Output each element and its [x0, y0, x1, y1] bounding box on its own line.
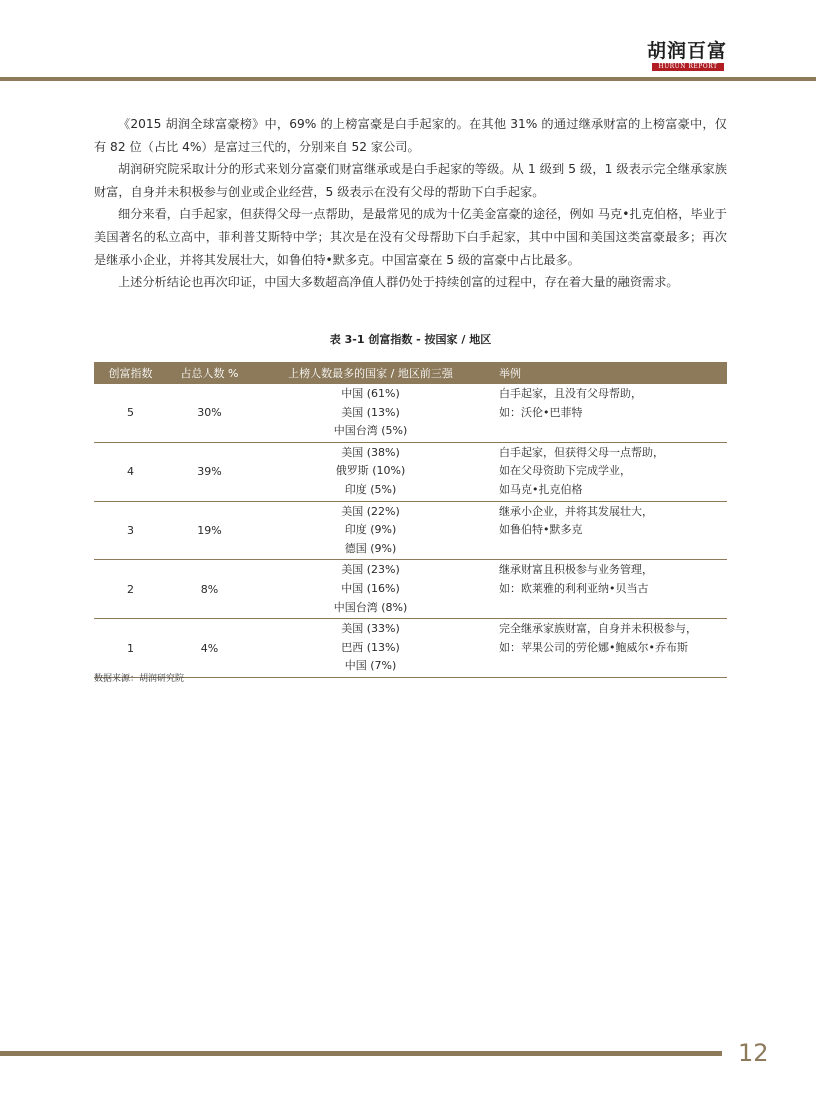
example-line: 如：欧莱雅的利利亚纳•贝当古: [499, 581, 649, 595]
country-line: 美国 (38%): [341, 445, 400, 459]
country-line: 德国 (9%): [344, 541, 397, 555]
country-line: 美国 (23%): [341, 563, 400, 577]
cell-example: [489, 384, 727, 442]
header-rule: [0, 77, 816, 81]
cell-index: 4: [94, 442, 167, 501]
table-row: [94, 501, 727, 560]
cell-index: 3: [94, 501, 167, 560]
example-line: 继承小企业，并将其发展壮大，: [499, 504, 653, 518]
hurun-logo: [646, 40, 728, 72]
cell-example: [489, 501, 727, 560]
country-line: 印度 (5%): [344, 482, 397, 496]
cell-percent: 39%: [167, 442, 252, 501]
source-note: 数据来源：胡润研究院: [94, 674, 185, 684]
header-index: 创富指数: [94, 362, 167, 384]
header-example: 举例: [489, 362, 727, 384]
paragraph: 《2015 胡润全球富豪榜》中，69% 的上榜富豪是白手起家的。在其他 31% 的通过继承财富的上榜富豪中，仅有 82 位（占比 4%）是富过三代的，分别来自 52 家公司。: [94, 117, 727, 154]
cell-percent: 8%: [167, 560, 252, 619]
country-line: 印度 (9%): [344, 523, 397, 537]
example-line: 如：沃伦•巴菲特: [499, 405, 583, 419]
country-line: 巴西 (13%): [341, 640, 400, 654]
cell-countries: [252, 501, 489, 560]
header-percent: 占总人数 %: [167, 362, 252, 384]
example-line: 如在父母资助下完成学业，: [499, 464, 631, 478]
example-line: 完全继承家族财富，自身并未积极参与，: [499, 622, 697, 636]
cell-percent: 30%: [167, 384, 252, 442]
paragraph: 细分来看，白手起家，但获得父母一点帮助，是最常见的成为十亿美金富豪的途径，例如 马克•扎克伯格，毕业于美国著名的私立高中，菲利普艾斯特中学；其次是在没有父母帮助下白手起家，其中中国和美国这类富豪最多；再次是继承小企业，并将其发展壮大，如鲁伯特•默多克。中国富豪在 5 级的富豪中占比最多。: [94, 207, 727, 267]
cell-percent: 19%: [167, 501, 252, 560]
cell-example: [489, 619, 727, 678]
example-line: 白手起家，但获得父母一点帮助，: [499, 445, 664, 459]
country-line: 中国 (61%): [341, 387, 400, 400]
cell-countries: [252, 560, 489, 619]
cell-example: [489, 442, 727, 501]
footer-rule: [0, 1051, 722, 1056]
country-line: 中国台湾 (8%): [333, 600, 408, 614]
table-row: [94, 442, 727, 501]
example-line: 如鲁伯特•默多克: [499, 523, 583, 537]
cell-countries: [252, 619, 489, 678]
paragraph: 上述分析结论也再次印证，中国大多数超高净值人群仍处于持续创富的过程中，存在着大量的融资需求。: [118, 275, 679, 290]
header-countries: 上榜人数最多的国家 / 地区前三强: [252, 362, 489, 384]
table-row: [94, 560, 727, 619]
table-header-row: [94, 362, 727, 384]
country-line: 中国台湾 (5%): [333, 424, 408, 438]
logo-chinese-text: 胡润百富: [646, 40, 727, 62]
cell-index: 2: [94, 560, 167, 619]
country-line: 美国 (33%): [341, 622, 400, 636]
cell-countries: [252, 384, 489, 442]
country-line: 美国 (13%): [341, 405, 400, 419]
table-row: [94, 384, 727, 442]
cell-example: [489, 560, 727, 619]
page-number: 12: [738, 1039, 769, 1067]
example-line: 如：苹果公司的劳伦娜•鲍威尔•乔布斯: [499, 640, 688, 654]
cell-index: 1: [94, 619, 167, 678]
cell-countries: [252, 442, 489, 501]
example-line: 如马克•扎克伯格: [499, 482, 583, 496]
cell-index: 5: [94, 384, 167, 442]
country-line: 中国 (7%): [344, 659, 397, 673]
country-line: 俄罗斯 (10%): [335, 464, 406, 478]
example-line: 白手起家，且没有父母帮助，: [499, 387, 642, 400]
paragraph: 胡润研究院采取计分的形式来划分富豪们财富继承或是白手起家的等级。从 1 级到 5 级，1 级表示完全继承家族财富，自身并未积极参与创业或企业经营，5 级表示在没有父母的帮助下白手起家。: [94, 162, 727, 199]
example-line: 继承财富且积极参与业务管理，: [499, 563, 653, 577]
table-title: 表 3-1 创富指数 - 按国家 / 地区: [329, 333, 492, 346]
body-text: [94, 113, 727, 294]
wealth-index-table: [94, 362, 727, 678]
country-line: 美国 (22%): [341, 504, 400, 518]
country-line: 中国 (16%): [341, 581, 400, 595]
logo-english-text: HURUN REPORT: [652, 63, 724, 71]
cell-percent: 4%: [167, 619, 252, 678]
table-row: [94, 619, 727, 678]
